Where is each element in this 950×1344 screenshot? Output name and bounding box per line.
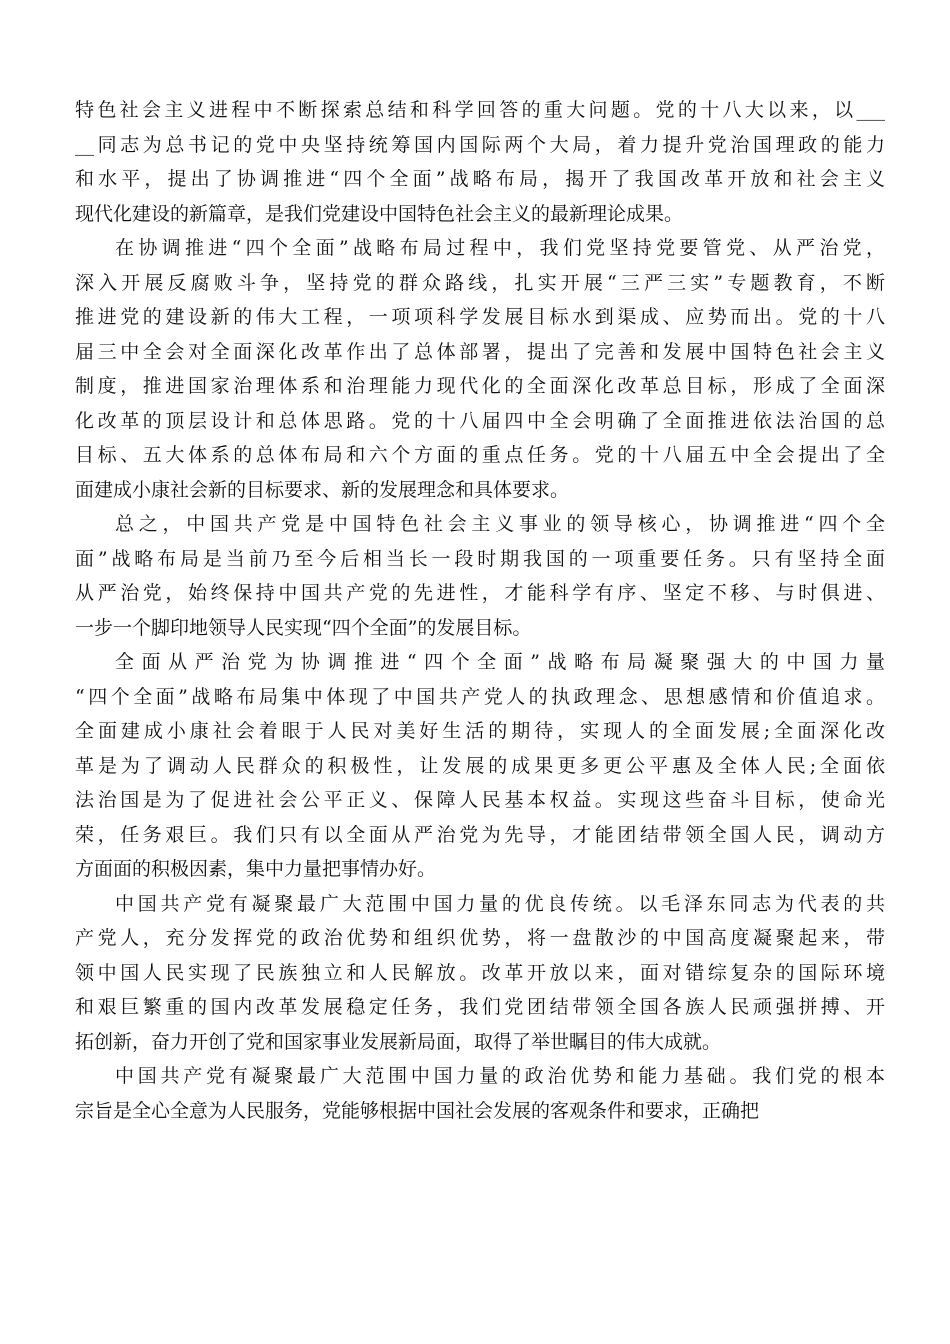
paragraph-line: 化改革的顶层设计和总体思路。党的十八届四中全会明确了全面推进依法治国的总 — [75, 409, 885, 432]
paragraph-line: 宗旨是全心全意为人民服务，党能够根据中国社会发展的客观条件和要求，正确把 — [75, 1099, 760, 1122]
paragraph-line: 领中国人民实现了民族独立和人民解放。改革开放以来，面对错综复杂的国际环境 — [75, 961, 885, 984]
paragraph-line: 法治国是为了促进社会公平正义、保障人民基本权益。实现这些奋斗目标，使命光 — [75, 789, 885, 811]
paragraph-line: 产党人，充分发挥党的政治优势和组织优势，将一盘散沙的中国高度凝聚起来，带 — [75, 927, 885, 949]
paragraph — [75, 645, 885, 887]
paragraph-line: 在协调推进“四个全面”战略布局过程中，我们党坚持党要管党、从严治党， — [115, 237, 885, 259]
paragraph-line: 制度，推进国家治理体系和治理能力现代化的全面深化改革总目标，形成了全面深 — [75, 375, 885, 397]
paragraph — [75, 1059, 885, 1128]
paragraph-line: 方面面的积极因素，集中力量把事情办好。 — [75, 858, 437, 880]
paragraph-line: 面建成小康社会新的目标要求、新的发展理念和具体要求。 — [75, 478, 570, 501]
paragraph-line: 深入开展反腐败斗争，坚持党的群众路线，扎实开展“三严三实”专题教育，不断 — [75, 271, 885, 294]
paragraph-line: 荣，任务艰巨。我们只有以全面从严治党为先导，才能团结带领全国人民，调动方 — [75, 823, 885, 846]
paragraph-line: 一步一个脚印地领导人民实现“四个全面”的发展目标。 — [75, 616, 532, 639]
paragraph-line: 全面从严治党为协调推进“四个全面”战略布局凝聚强大的中国力量 — [115, 651, 885, 673]
paragraph-line: 特色社会主义进程中不断探索总结和科学回答的重大问题。党的十八大以来，以___ — [75, 99, 885, 121]
paragraph-line: “四个全面”战略布局集中体现了中国共产党人的执政理念、思想感情和价值追求。 — [75, 685, 885, 708]
paragraph-line: 拓创新，奋力开创了党和国家事业发展新局面，取得了举世瞩目的伟大成就。 — [75, 1030, 722, 1053]
paragraph — [75, 887, 885, 1060]
paragraph-line: 推进党的建设新的伟大工程，一项项科学发展目标水到渠成、应势而出。党的十八 — [75, 306, 885, 328]
paragraph-line: 中国共产党有凝聚最广大范围中国力量的优良传统。以毛泽东同志为代表的共 — [115, 892, 885, 915]
paragraph — [75, 231, 885, 507]
paragraph-line: 现代化建设的新篇章，是我们党建设中国特色社会主义的最新理论成果。 — [75, 202, 684, 225]
paragraph-line: 总之，中国共产党是中国特色社会主义事业的领导核心，协调推进“四个全 — [115, 513, 885, 535]
document-body — [75, 93, 885, 1128]
paragraph-line: __同志为总书记的党中央坚持统筹国内国际两个大局，着力提升党治国理政的能力 — [75, 133, 885, 156]
paragraph-line: 届三中全会对全面深化改革作出了总体部署，提出了完善和发展中国特色社会主义 — [75, 340, 885, 363]
paragraph-line: 中国共产党有凝聚最广大范围中国力量的政治优势和能力基础。我们党的根本 — [115, 1065, 885, 1087]
paragraph-line: 全面建成小康社会着眼于人民对美好生活的期待，实现人的全面发展;全面深化改 — [75, 720, 885, 742]
paragraph-line: 和水平，提出了协调推进“四个全面”战略布局，揭开了我国改革开放和社会主义 — [75, 168, 885, 190]
paragraph-line: 革是为了调动人民群众的积极性，让发展的成果更多更公平惠及全体人民;全面依 — [75, 754, 885, 777]
paragraph-line: 和艰巨繁重的国内改革发展稳定任务，我们党团结带领全国各族人民顽强拼搏、开 — [75, 996, 885, 1018]
paragraph-line: 从严治党，始终保持中国共产党的先进性，才能科学有序、坚定不移、与时俱进、 — [75, 582, 885, 604]
paragraph — [75, 507, 885, 645]
paragraph-line: 目标、五大体系的总体布局和六个方面的重点任务。党的十八届五中全会提出了全 — [75, 444, 885, 466]
paragraph-line: 面”战略布局是当前乃至今后相当长一段时期我国的一项重要任务。只有坚持全面 — [75, 547, 885, 570]
paragraph — [75, 93, 885, 231]
